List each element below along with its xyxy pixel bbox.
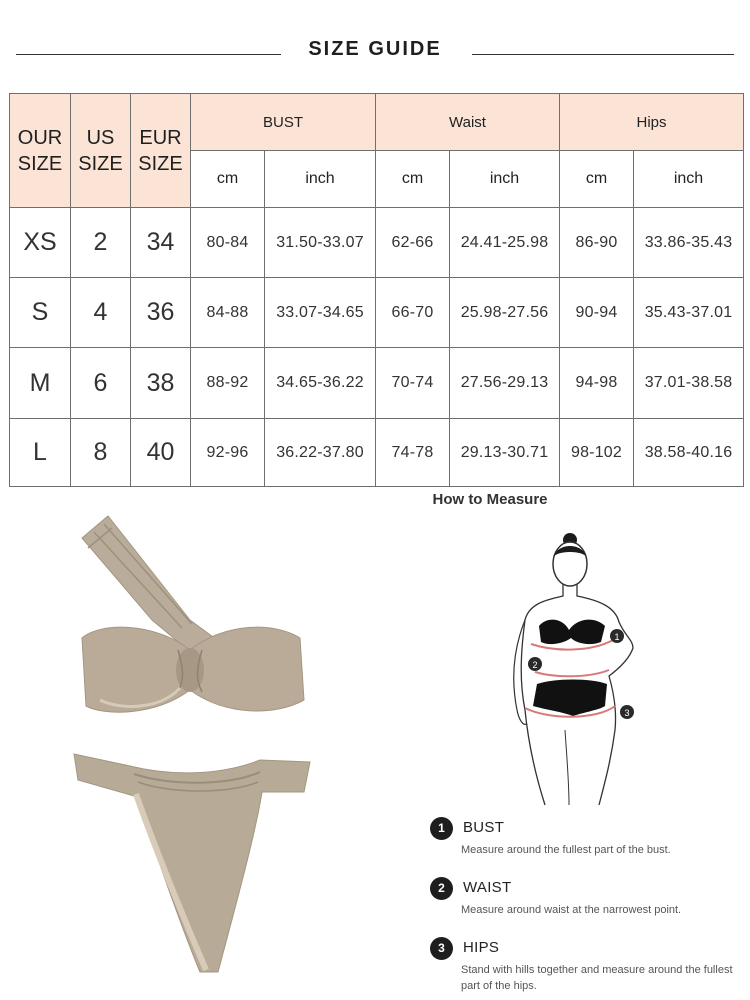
- size-cell: 40: [131, 419, 191, 487]
- page-title: SIZE GUIDE: [308, 38, 442, 60]
- unit-cell: inch: [450, 151, 560, 208]
- measure-description: Stand with hills together and measure around the fullest part of the hips.: [461, 964, 733, 992]
- table-row: [10, 348, 744, 419]
- value-cell: 33.86-35.43: [634, 208, 744, 278]
- step-number-badge: 2: [430, 877, 453, 900]
- header-us-size: US SIZE: [71, 94, 131, 208]
- size-cell: 8: [71, 419, 131, 487]
- step-number-badge: 1: [430, 817, 453, 840]
- size-cell: 6: [71, 348, 131, 419]
- header-bust: BUST: [191, 94, 376, 151]
- value-cell: 74-78: [376, 419, 450, 487]
- value-cell: 70-74: [376, 348, 450, 419]
- value-cell: 98-102: [560, 419, 634, 487]
- step-number-badge: 3: [430, 937, 453, 960]
- value-cell: 94-98: [560, 348, 634, 419]
- size-cell: L: [10, 419, 71, 487]
- value-cell: 86-90: [560, 208, 634, 278]
- size-cell: 4: [71, 278, 131, 348]
- value-cell: 80-84: [191, 208, 265, 278]
- how-to-measure-title: How to Measure: [432, 491, 548, 508]
- value-cell: 37.01-38.58: [634, 348, 744, 419]
- value-cell: 35.43-37.01: [634, 278, 744, 348]
- unit-cell: cm: [560, 151, 634, 208]
- size-cell: S: [10, 278, 71, 348]
- unit-cell: cm: [376, 151, 450, 208]
- size-cell: 36: [131, 278, 191, 348]
- size-cell: 38: [131, 348, 191, 419]
- measure-label: HIPS: [463, 939, 500, 956]
- header-our-size: OUR SIZE: [10, 94, 71, 208]
- size-table: [9, 93, 744, 487]
- table-row: [10, 419, 744, 487]
- value-cell: 31.50-33.07: [265, 208, 376, 278]
- measure-description: Measure around waist at the narrowest point.: [461, 904, 682, 916]
- body-measure-figure: [505, 520, 655, 810]
- value-cell: 66-70: [376, 278, 450, 348]
- value-cell: 34.65-36.22: [265, 348, 376, 419]
- header-rule-right: [472, 54, 734, 55]
- value-cell: 24.41-25.98: [450, 208, 560, 278]
- value-cell: 62-66: [376, 208, 450, 278]
- size-cell: 34: [131, 208, 191, 278]
- svg-text:2: 2: [532, 660, 538, 670]
- header-eur-size: EUR SIZE: [131, 94, 191, 208]
- value-cell: 29.13-30.71: [450, 419, 560, 487]
- table-row: [10, 278, 744, 348]
- measure-label: WAIST: [463, 879, 512, 896]
- bikini-product-image: [60, 510, 320, 980]
- size-cell: M: [10, 348, 71, 419]
- svg-text:1: 1: [614, 632, 620, 642]
- value-cell: 27.56-29.13: [450, 348, 560, 419]
- value-cell: 88-92: [191, 348, 265, 419]
- value-cell: 84-88: [191, 278, 265, 348]
- unit-cell: inch: [634, 151, 744, 208]
- table-row: [10, 208, 744, 278]
- unit-cell: cm: [191, 151, 265, 208]
- header-hips: Hips: [560, 94, 744, 151]
- unit-cell: inch: [265, 151, 376, 208]
- header-waist: Waist: [376, 94, 560, 151]
- value-cell: 36.22-37.80: [265, 419, 376, 487]
- value-cell: 90-94: [560, 278, 634, 348]
- value-cell: 92-96: [191, 419, 265, 487]
- value-cell: 38.58-40.16: [634, 419, 744, 487]
- value-cell: 33.07-34.65: [265, 278, 376, 348]
- measure-label: BUST: [463, 819, 505, 836]
- svg-text:3: 3: [624, 708, 630, 718]
- measure-description: Measure around the fullest part of the bust.: [461, 844, 671, 856]
- value-cell: 25.98-27.56: [450, 278, 560, 348]
- size-cell: XS: [10, 208, 71, 278]
- size-cell: 2: [71, 208, 131, 278]
- header-rule-left: [16, 54, 281, 55]
